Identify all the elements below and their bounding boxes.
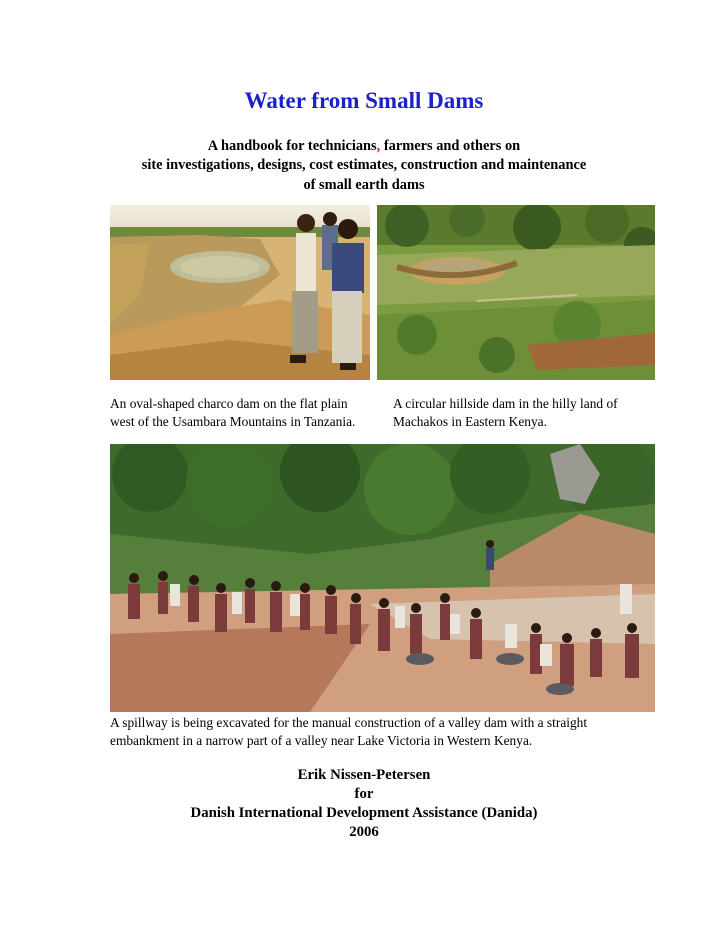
subtitle-line-2: site investigations, designs, cost estimates, construction and maintenance (141, 157, 587, 173)
hillside-dam-caption (393, 395, 618, 431)
hillside-caption-line-1: A circular hillside dam in the hilly land of (393, 396, 618, 411)
charco-dam-caption (110, 395, 355, 431)
publication-year: 2006 (349, 824, 379, 840)
subtitle-line-1 (0, 138, 728, 155)
subtitle-line-1-start: A handbook for technicians (207, 138, 377, 154)
hillside-dam-photo (377, 205, 655, 380)
document-title: Water from Small Dams (244, 88, 484, 113)
spillway-caption-line-1: A spillway is being excavated for the manual construction of a valley dam with a straight (110, 715, 588, 730)
spillway-caption-line-2: embankment in a narrow part of a valley near Lake Victoria in Western Kenya. (110, 733, 533, 748)
organization-name: Danish International Development Assistance (Danida) (190, 805, 538, 821)
spillway-photo (110, 444, 655, 712)
author-name: Erik Nissen-Petersen (297, 767, 431, 783)
for-label: for (354, 786, 374, 802)
hillside-caption-line-2: Machakos in Eastern Kenya. (393, 414, 547, 429)
charco-caption-line-1: An oval-shaped charco dam on the flat plain (110, 396, 348, 411)
spillway-caption (110, 714, 587, 750)
subtitle-line-1-end: farmers and others on (380, 138, 521, 154)
charco-dam-photo (110, 205, 370, 380)
subtitle-comma: , (376, 138, 381, 154)
charco-caption-line-2: west of the Usambara Mountains in Tanzania. (110, 414, 356, 429)
subtitle-line-3: of small earth dams (303, 177, 425, 193)
